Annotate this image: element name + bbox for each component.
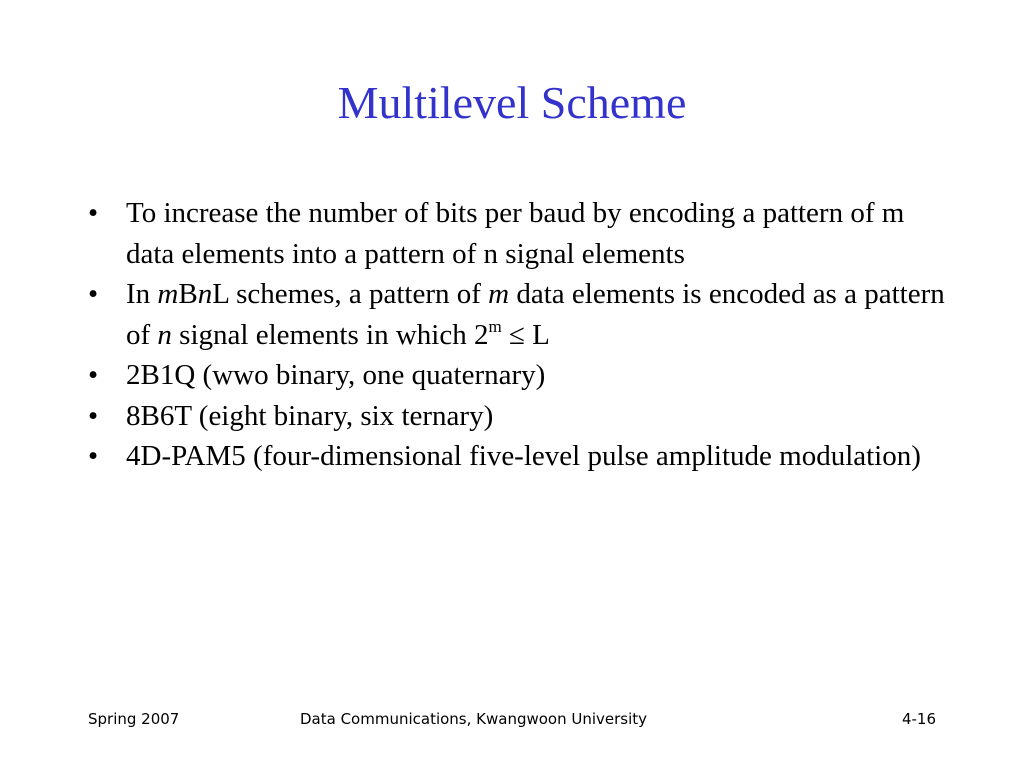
footer-course: Data Communications, Kwangwoon University: [300, 710, 648, 728]
italic-run: n: [157, 318, 172, 351]
bullet-item: [88, 396, 948, 437]
text-run: In: [126, 278, 158, 310]
bullet-icon: •: [88, 399, 99, 432]
bullet-item: [88, 274, 948, 355]
bullet-text: To increase the number of bits per baud by encoding a pattern of m data elements into a pattern of n signal elements: [126, 197, 905, 270]
italic-run: n: [197, 278, 213, 310]
bullet-text: 4D-PAM5 (four-dimensional five-level pulse amplitude modulation): [126, 440, 921, 472]
bullet-icon: •: [88, 359, 99, 391]
text-run: L schemes, a pattern of: [212, 278, 489, 310]
text-run: B: [178, 278, 198, 310]
text-run: ≤ L: [501, 318, 550, 351]
bullet-text: 2B1Q (wwo binary, one quaternary): [126, 359, 546, 391]
text-run: data elements is encoded as a pattern of: [126, 278, 945, 351]
bullet-icon: •: [88, 440, 99, 472]
footer-page-number: 4-16: [901, 710, 936, 728]
bullet-icon: •: [88, 197, 99, 229]
bullet-icon: •: [88, 278, 99, 310]
bullet-item: [88, 193, 948, 274]
text-run: signal elements in which 2: [171, 318, 489, 351]
bullet-item: [88, 436, 948, 477]
slide-title: Multilevel Scheme: [337, 77, 687, 128]
bullet-text: 8B6T (eight binary, six ternary): [126, 399, 494, 432]
superscript-run: m: [488, 316, 502, 336]
footer-date: Spring 2007: [88, 710, 180, 728]
italic-run: m: [157, 278, 179, 310]
italic-run: m: [488, 278, 510, 310]
bullet-item: [88, 355, 948, 396]
bullet-text: [126, 278, 945, 351]
bullet-list: [88, 193, 948, 477]
